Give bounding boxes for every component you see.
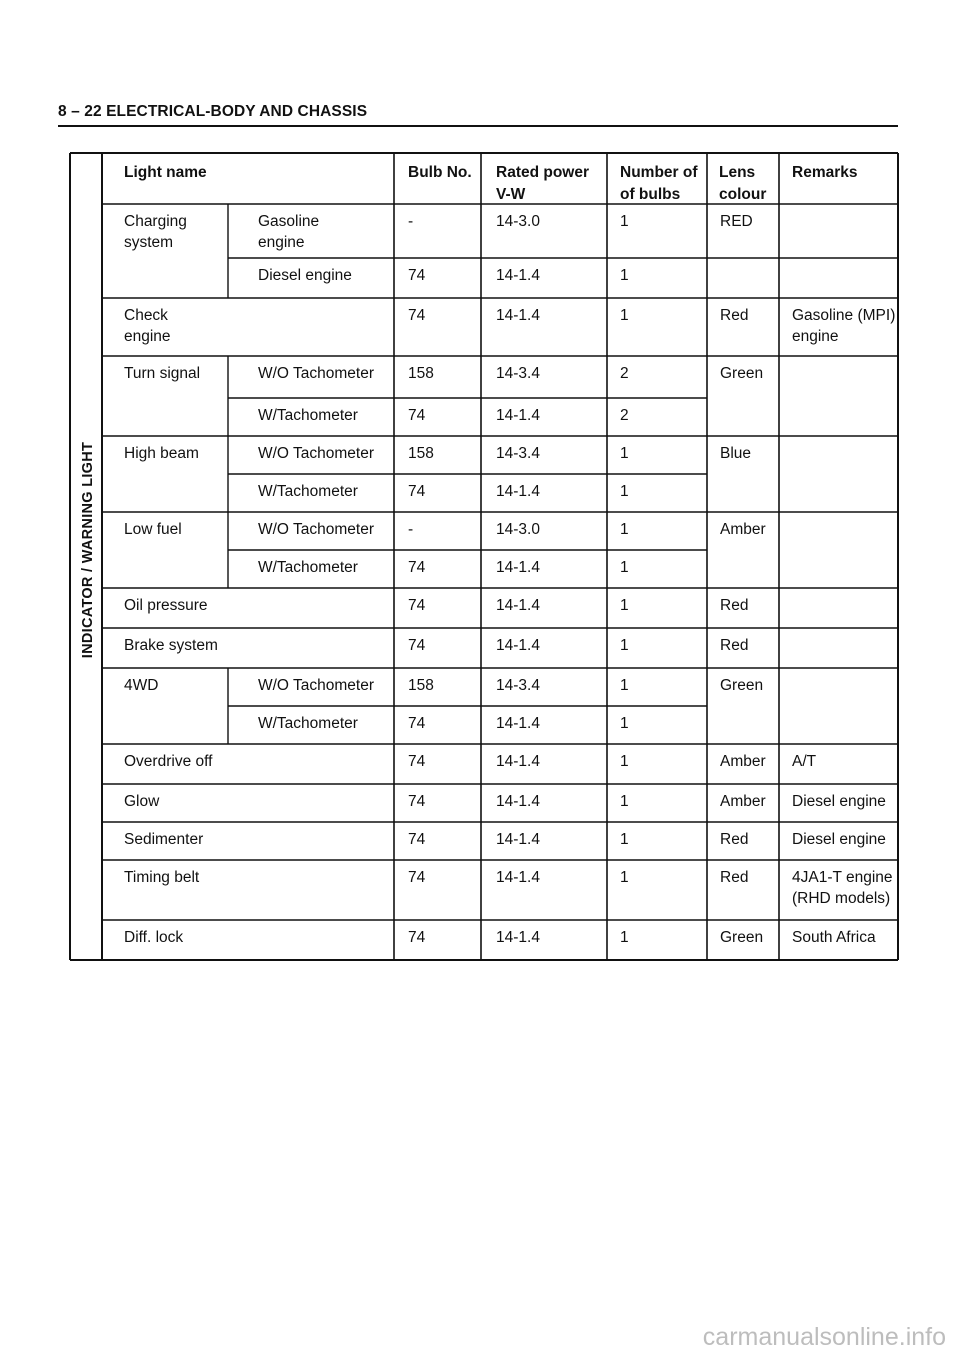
lens-colour-cell: Green (720, 677, 764, 694)
number-of-bulbs-cell: 1 (620, 521, 629, 538)
number-of-bulbs-cell: 1 (620, 637, 629, 654)
bulb-no-cell: 74 (408, 407, 426, 424)
bulb-no-cell: 158 (408, 677, 434, 694)
header-remarks: Remarks (792, 164, 858, 181)
number-of-bulbs-cell: 2 (620, 365, 629, 382)
number-of-bulbs-cell: 1 (620, 677, 629, 694)
lens-colour-cell: Red (720, 869, 749, 886)
light-name-cell: engine (124, 328, 171, 345)
light-variant-cell: W/Tachometer (258, 715, 358, 732)
light-variant-cell: W/Tachometer (258, 559, 358, 576)
header-of-bulbs: of bulbs (620, 186, 681, 203)
rated-power-cell: 14-1.4 (496, 753, 540, 770)
rated-power-cell: 14-1.4 (496, 307, 540, 324)
side-label: INDICATOR / WARNING LIGHT (80, 441, 96, 659)
number-of-bulbs-cell: 1 (620, 597, 629, 614)
light-variant-cell: W/Tachometer (258, 407, 358, 424)
lens-colour-cell: Red (720, 637, 749, 654)
bulb-no-cell: 74 (408, 869, 426, 886)
rated-power-cell: 14-1.4 (496, 929, 540, 946)
light-name-cell: Brake system (124, 637, 218, 654)
watermark: carmanualsonline.info (702, 1323, 946, 1351)
light-name-cell: Oil pressure (124, 597, 208, 614)
light-name-cell: Glow (124, 793, 160, 810)
bulb-no-cell: 158 (408, 365, 434, 382)
bulb-no-cell: 74 (408, 753, 426, 770)
number-of-bulbs-cell: 1 (620, 929, 629, 946)
bulb-no-cell: 74 (408, 715, 426, 732)
rated-power-cell: 14-3.0 (496, 213, 540, 230)
light-name-cell: Sedimenter (124, 831, 204, 848)
rated-power-cell: 14-1.4 (496, 869, 540, 886)
header-rated-power-unit: V-W (496, 186, 526, 203)
light-name-cell: system (124, 234, 174, 251)
light-variant-cell: W/O Tachometer (258, 365, 375, 382)
lens-colour-cell: Amber (720, 753, 766, 770)
bulb-no-cell: 74 (408, 929, 426, 946)
header-rated-power: Rated power (496, 164, 590, 181)
header-lens: Lens (719, 164, 756, 181)
rated-power-cell: 14-1.4 (496, 559, 540, 576)
remarks-cell: Diesel engine (792, 831, 886, 848)
bulb-no-cell: 74 (408, 307, 426, 324)
light-variant-cell: engine (258, 234, 305, 251)
header-bulb-no: Bulb No. (408, 164, 472, 181)
lens-colour-cell: Amber (720, 521, 766, 538)
light-name-cell: 4WD (124, 677, 159, 694)
header-light-name: Light name (124, 164, 207, 181)
lens-colour-cell: Green (720, 929, 764, 946)
number-of-bulbs-cell: 1 (620, 869, 629, 886)
page-header: 8 – 22 ELECTRICAL-BODY AND CHASSIS (58, 103, 368, 120)
rated-power-cell: 14-1.4 (496, 407, 540, 424)
light-name-cell: Low fuel (124, 521, 182, 538)
rated-power-cell: 14-1.4 (496, 597, 540, 614)
rated-power-cell: 14-1.4 (496, 793, 540, 810)
lens-colour-cell: Amber (720, 793, 766, 810)
remarks-cell: (RHD models) (792, 890, 891, 907)
light-name-cell: High beam (124, 445, 199, 462)
bulb-no-cell: 74 (408, 483, 426, 500)
lens-colour-cell: Red (720, 831, 749, 848)
rated-power-cell: 14-3.0 (496, 521, 540, 538)
remarks-cell: South Africa (792, 929, 876, 946)
number-of-bulbs-cell: 1 (620, 445, 629, 462)
light-name-cell: Charging (124, 213, 187, 230)
number-of-bulbs-cell: 1 (620, 307, 629, 324)
light-name-cell: Timing belt (124, 869, 200, 886)
lens-colour-cell: Red (720, 307, 749, 324)
light-variant-cell: Diesel engine (258, 267, 352, 284)
light-name-cell: Check (124, 307, 168, 324)
lens-colour-cell: Blue (720, 445, 752, 462)
light-name-cell: Diff. lock (124, 929, 184, 946)
number-of-bulbs-cell: 1 (620, 753, 629, 770)
rated-power-cell: 14-3.4 (496, 677, 540, 694)
rated-power-cell: 14-3.4 (496, 445, 540, 462)
number-of-bulbs-cell: 1 (620, 267, 629, 284)
header-number-of: Number of (620, 164, 698, 181)
bulb-no-cell: 74 (408, 267, 426, 284)
rated-power-cell: 14-1.4 (496, 637, 540, 654)
bulb-no-cell: 158 (408, 445, 434, 462)
bulb-no-cell: 74 (408, 559, 426, 576)
bulb-no-cell: - (408, 521, 414, 538)
light-variant-cell: W/O Tachometer (258, 445, 375, 462)
light-variant-cell: W/O Tachometer (258, 677, 375, 694)
number-of-bulbs-cell: 1 (620, 213, 629, 230)
light-name-cell: Turn signal (124, 365, 201, 382)
number-of-bulbs-cell: 1 (620, 483, 629, 500)
bulb-no-cell: 74 (408, 637, 426, 654)
header-colour: colour (719, 186, 767, 203)
rated-power-cell: 14-1.4 (496, 267, 540, 284)
rated-power-cell: 14-1.4 (496, 715, 540, 732)
number-of-bulbs-cell: 1 (620, 715, 629, 732)
lens-colour-cell: Green (720, 365, 764, 382)
remarks-cell: Gasoline (MPI) (792, 307, 896, 324)
bulb-no-cell: - (408, 213, 414, 230)
light-name-cell: Overdrive off (124, 753, 213, 770)
light-variant-cell: Gasoline (258, 213, 320, 230)
number-of-bulbs-cell: 2 (620, 407, 629, 424)
remarks-cell: A/T (792, 753, 817, 770)
remarks-cell: engine (792, 328, 839, 345)
number-of-bulbs-cell: 1 (620, 559, 629, 576)
rated-power-cell: 14-1.4 (496, 483, 540, 500)
bulb-no-cell: 74 (408, 793, 426, 810)
rated-power-cell: 14-3.4 (496, 365, 540, 382)
bulb-no-cell: 74 (408, 831, 426, 848)
remarks-cell: 4JA1-T engine (792, 869, 893, 886)
bulb-no-cell: 74 (408, 597, 426, 614)
rated-power-cell: 14-1.4 (496, 831, 540, 848)
lens-colour-cell: RED (720, 213, 753, 230)
number-of-bulbs-cell: 1 (620, 793, 629, 810)
light-variant-cell: W/Tachometer (258, 483, 358, 500)
light-variant-cell: W/O Tachometer (258, 521, 375, 538)
number-of-bulbs-cell: 1 (620, 831, 629, 848)
remarks-cell: Diesel engine (792, 793, 886, 810)
lens-colour-cell: Red (720, 597, 749, 614)
